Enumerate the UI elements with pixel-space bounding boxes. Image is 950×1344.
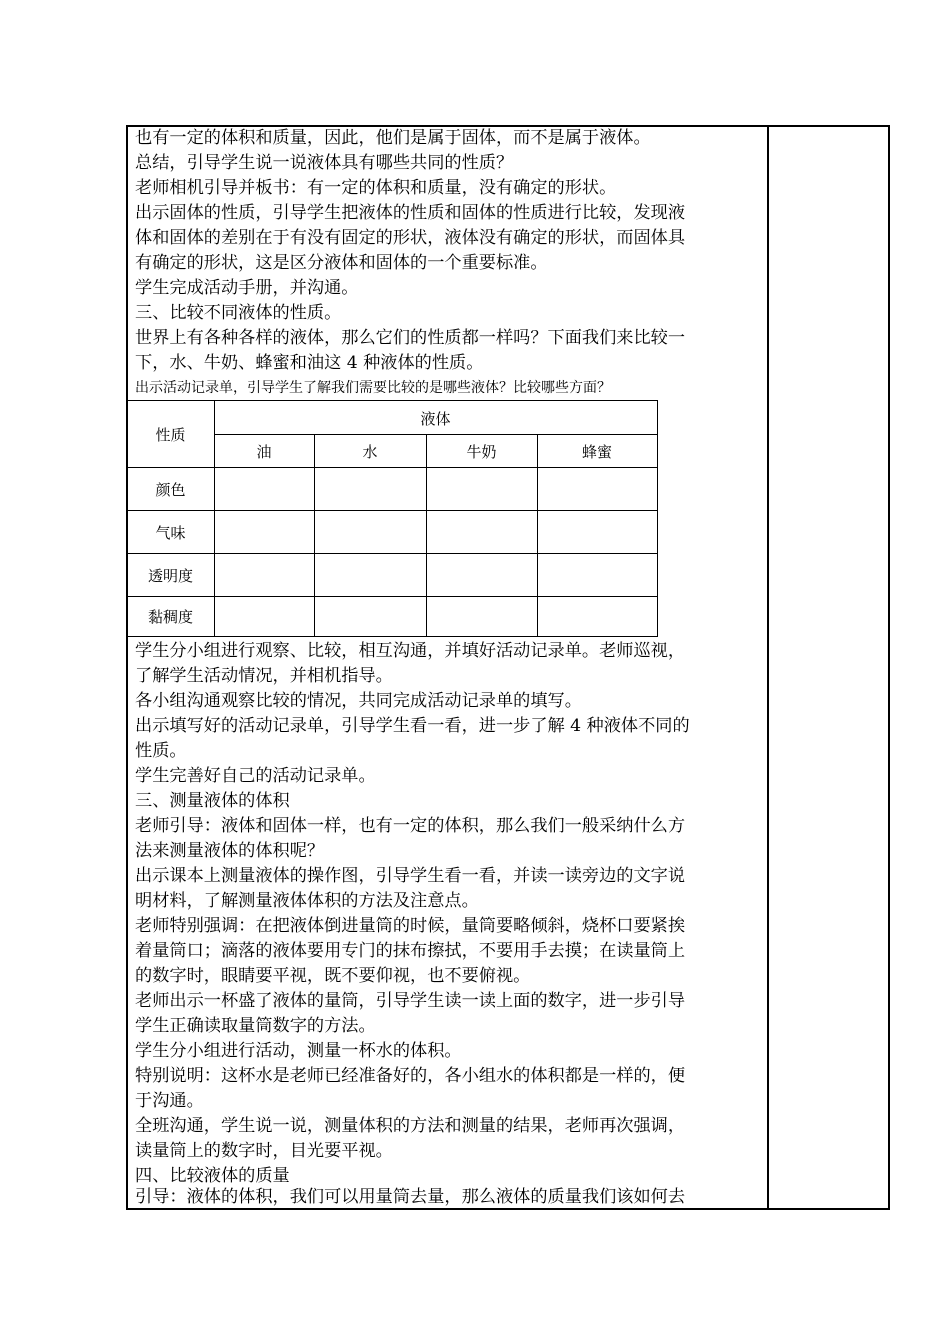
text-line: 读量筒上的数字时，目光要平视。 xyxy=(135,1141,393,1161)
text-line: 世界上有各种各样的液体，那么它们的性质都一样吗？下面我们来比较一 xyxy=(135,328,686,348)
text-line: 明材料，了解测量液体体积的方法及注意点。 xyxy=(135,891,479,911)
text-line: 老师特别强调：在把液体倒进量筒的时候，量筒要略倾斜，烧杯口要紧挨 xyxy=(135,916,686,936)
text-line: 老师出示一杯盛了液体的量筒，引导学生读一读上面的数字，进一步引导 xyxy=(135,991,686,1011)
text-line: 性质。 xyxy=(135,741,187,761)
section-heading: 三、测量液体的体积 xyxy=(135,791,290,811)
text-line: 出示活动记录单，引导学生了解我们需要比较的是哪些液体？比较哪些方面？ xyxy=(135,380,611,396)
text-line: 学生完成活动手册，并沟通。 xyxy=(135,278,359,298)
text-line: 学生完善好自己的活动记录单。 xyxy=(135,766,376,786)
text-line: 也有一定的体积和质量，因此，他们是属于固体，而不是属于液体。 xyxy=(135,128,651,148)
column-header: 蜂蜜 xyxy=(581,443,612,461)
row-label: 气味 xyxy=(155,524,186,542)
row-label: 颜色 xyxy=(155,481,186,499)
text-line: 着量筒口；滴落的液体要用专门的抹布擦拭，不要用手去摸；在读量筒上 xyxy=(135,941,686,961)
table-rule xyxy=(214,400,215,636)
table-rule xyxy=(127,467,658,468)
column-header: 水 xyxy=(362,443,378,461)
table-rule xyxy=(127,400,658,401)
text-line: 学生正确读取量筒数字的方法。 xyxy=(135,1016,376,1036)
table-rule xyxy=(426,434,427,636)
text-line: 法来测量液体的体积呢？ xyxy=(135,841,325,861)
text-line: 引导：液体的体积，我们可以用量筒去量，那么液体的质量我们该如何去 xyxy=(135,1187,686,1207)
table-rule xyxy=(127,596,658,597)
text-line: 体和固体的差别在于有没有固定的形状，液体没有确定的形状，而固体具 xyxy=(135,228,686,248)
text-line: 于沟通。 xyxy=(135,1091,204,1111)
table-rule xyxy=(537,434,538,636)
text-line: 各小组沟通观察比较的情况，共同完成活动记录单的填写。 xyxy=(135,691,582,711)
text-line: 有确定的形状，这是区分液体和固体的一个重要标准。 xyxy=(135,253,548,273)
text-line: 出示填写好的活动记录单，引导学生看一看，进一步了解 4 种液体不同的 xyxy=(135,716,690,736)
text-line: 学生分小组进行观察、比较，相互沟通，并填好活动记录单。老师巡视， xyxy=(135,641,686,661)
row-label: 黏稠度 xyxy=(147,608,193,626)
row-header-property: 性质 xyxy=(155,426,186,444)
table-rule xyxy=(127,553,658,554)
text-line: 学生分小组进行活动，测量一杯水的体积。 xyxy=(135,1041,462,1061)
text-line: 特别说明：这杯水是老师已经准备好的，各小组水的体积都是一样的，便 xyxy=(135,1066,686,1086)
text-line: 的数字时，眼睛要平视，既不要仰视，也不要俯视。 xyxy=(135,966,531,986)
text-line: 老师相机引导并板书：有一定的体积和质量，没有确定的形状。 xyxy=(135,178,617,198)
table-rule xyxy=(127,510,658,511)
text-line: 出示课本上测量液体的操作图，引导学生看一看，并读一读旁边的文字说 xyxy=(135,866,686,886)
table-rule xyxy=(657,400,658,636)
text-line: 了解学生活动情况，并相机指导。 xyxy=(135,666,393,686)
column-header: 油 xyxy=(256,443,272,461)
row-label: 透明度 xyxy=(147,567,193,585)
text-line: 下，水、牛奶、蜂蜜和油这 4 种液体的性质。 xyxy=(135,353,484,373)
text-line: 总结，引导学生说一说液体具有哪些共同的性质？ xyxy=(135,153,514,173)
section-heading: 三、比较不同液体的性质。 xyxy=(135,303,342,323)
table-rule xyxy=(127,636,658,637)
text-line: 老师引导：液体和固体一样，也有一定的体积，那么我们一般采纳什么方 xyxy=(135,816,686,836)
section-heading: 四、比较液体的质量 xyxy=(135,1166,290,1186)
group-header-liquid: 液体 xyxy=(420,410,451,428)
text-line: 全班沟通，学生说一说，测量体积的方法和测量的结果，老师再次强调， xyxy=(135,1116,686,1136)
outer-table-column-divider xyxy=(767,125,769,1210)
table-rule xyxy=(314,434,315,636)
column-header: 牛奶 xyxy=(466,443,497,461)
table-rule xyxy=(214,434,658,435)
text-line: 出示固体的性质，引导学生把液体的性质和固体的性质进行比较，发现液 xyxy=(135,203,686,223)
